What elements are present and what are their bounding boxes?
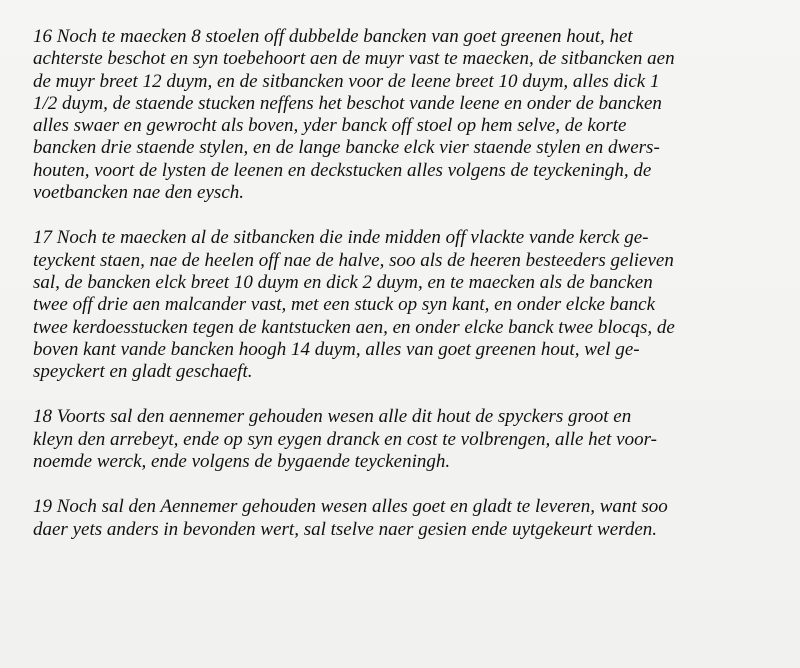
text-line: de muyr breet 12 duym, en de sitbancken voor de leene breet 10 duym, alles dick 1 (33, 70, 660, 92)
text-line: teyckent staen, nae de heelen off nae de halve, soo als de heeren besteeders gelieven (33, 249, 674, 271)
text-line: twee kerdoesstucken tegen de kantstucken aen, en onder elcke banck twee blocqs, de (33, 316, 675, 338)
paragraph-spacer (33, 204, 776, 227)
text-line: noemde werck, ende volgens de bygaende teyckeningh. (33, 451, 451, 473)
text-line: 19 Noch sal den Aennemer gehouden wesen alles goet en gladt te leveren, want soo (33, 496, 668, 518)
text-line: alles swaer en gewrocht als boven, yder banck off stoel op hem selve, de korte (33, 115, 627, 137)
paragraph-17 (33, 227, 776, 383)
text-line: 18 Voorts sal den aennemer gehouden wesen alle dit hout de spyckers groot en (33, 406, 632, 428)
text-line: bancken drie staende stylen, en de lange bancke elck vier staende stylen en dwers- (33, 137, 660, 159)
text-line: 17 Noch te maecken al de sitbancken die inde midden off vlackte vande kerck ge- (33, 227, 649, 249)
text-line: voetbancken nae den eysch. (33, 182, 245, 204)
text-line: boven kant vande bancken hoogh 14 duym, alles van goet greenen hout, wel ge- (33, 338, 640, 360)
text-line: achterste beschot en syn toebehoort aen de muyr vast te maecken, de sitbancken aen (33, 48, 675, 70)
paragraph-spacer (33, 383, 776, 406)
paragraph-18 (33, 406, 776, 473)
paragraph-spacer (33, 473, 776, 496)
text-line: 16 Noch te maecken 8 stoelen off dubbelde bancken van goet greenen hout, het (33, 26, 633, 47)
text-line: speyckert en gladt geschaeft. (33, 361, 253, 383)
text-line: 1/2 duym, de staende stucken neffens het beschot vande leene en onder de bancken (33, 92, 662, 114)
text-line: sal, de bancken elck breet 10 duym en dick 2 duym, en te maecken als de bancken (33, 271, 653, 293)
text-line: kleyn den arrebeyt, ende op syn eygen dranck en cost te volbrengen, alle het voor- (33, 428, 657, 450)
text-line: daer yets anders in bevonden wert, sal tselve naer gesien ende uytgekeurt werden. (33, 518, 658, 540)
paragraph-19 (33, 496, 776, 541)
text-line: twee off drie aen malcander vast, met een stuck op syn kant, en onder elcke banck (33, 294, 656, 316)
paragraph-16 (33, 26, 776, 204)
text-line: houten, voort de lysten de leenen en deckstucken alles volgens de teyckeningh, de (33, 159, 652, 181)
